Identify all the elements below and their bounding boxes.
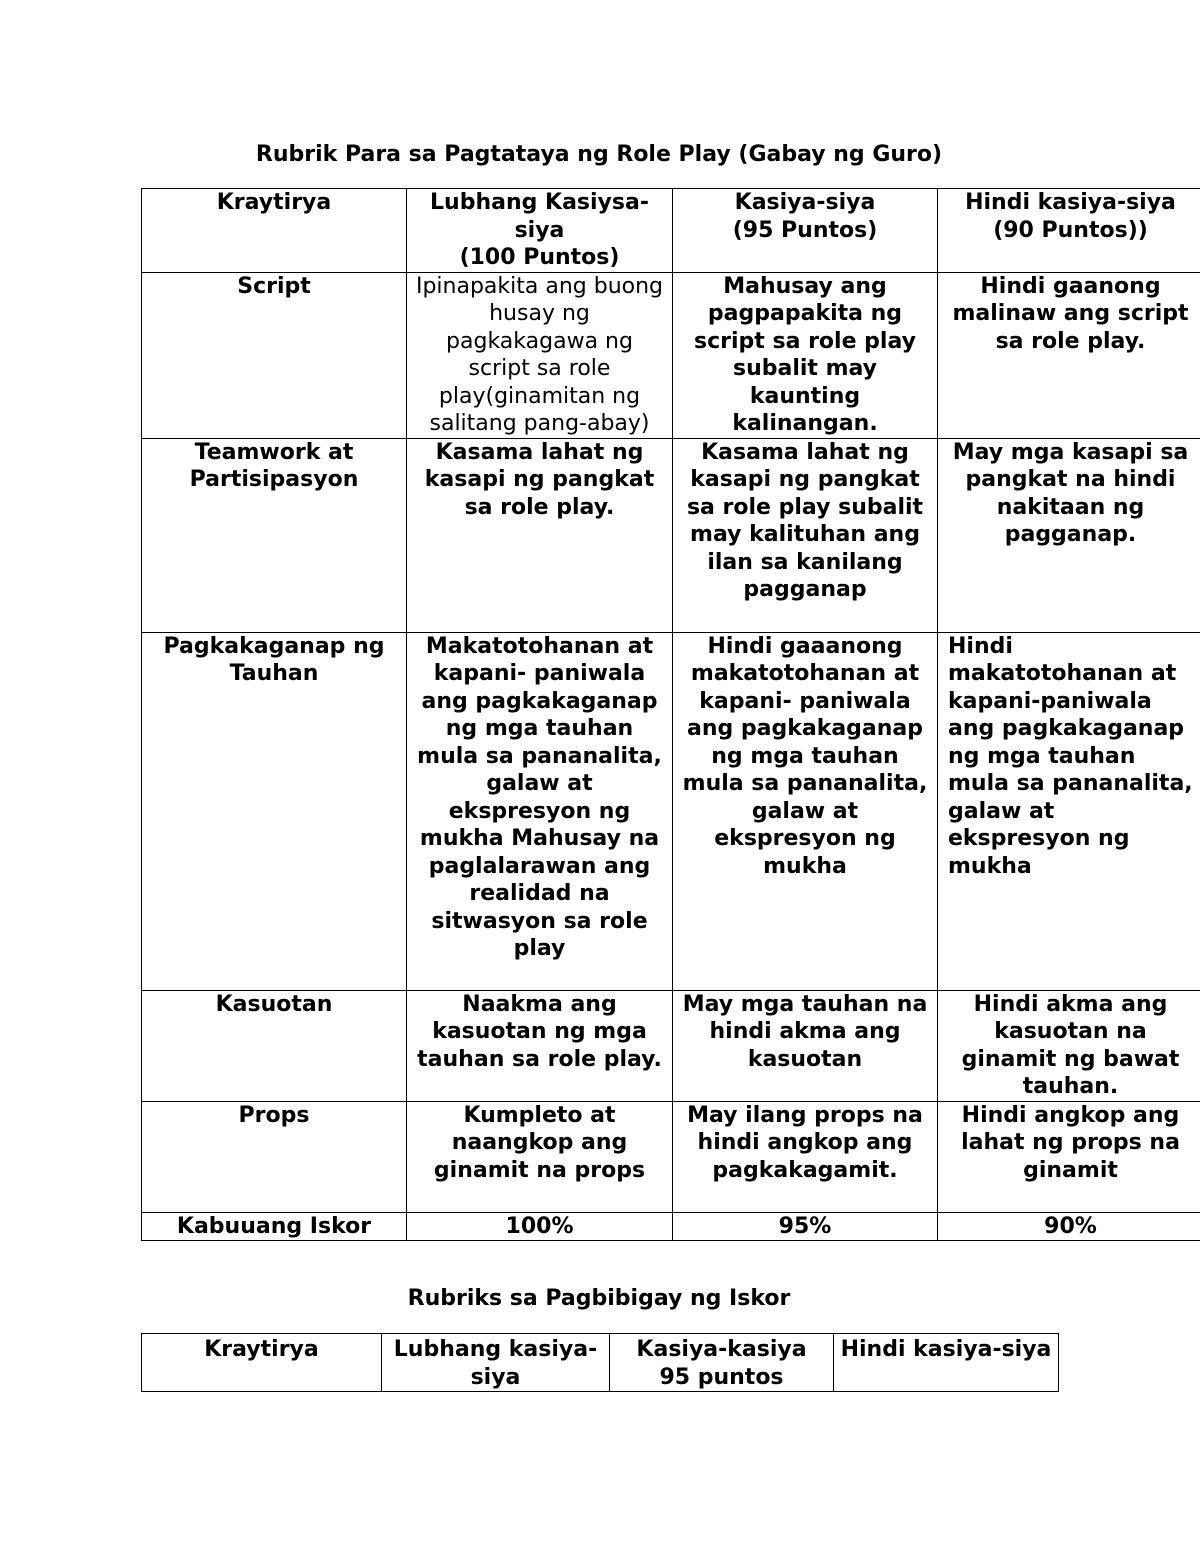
table-row-script xyxy=(142,272,1200,438)
scoring-rubric-table xyxy=(141,1333,1059,1392)
table-row-props xyxy=(142,1101,1200,1212)
descriptor-cell: May mga tauhan na hindi akma ang kasuotan xyxy=(673,990,938,1101)
header-label: Kasiya-siya xyxy=(734,190,876,215)
criterion-cell: Pagkakaganap ng Tauhan xyxy=(142,632,407,990)
descriptor-cell: Ipinapakita ang buong husay ng pagkakagawa ng script sa role play(ginamitan ng salitang pang-abay) xyxy=(407,272,673,438)
role-play-rubric-table xyxy=(141,188,1200,1241)
table-row-teamwork xyxy=(142,438,1200,632)
total-score-cell: 95% xyxy=(673,1212,938,1241)
table-header-row xyxy=(142,189,1200,273)
descriptor-cell: May mga kasapi sa pangkat na hindi nakitaan ng pagganap. xyxy=(938,438,1200,632)
total-score-cell: 100% xyxy=(407,1212,673,1241)
total-score-cell: 90% xyxy=(938,1212,1200,1241)
document-title: Rubrik Para sa Pagtataya ng Role Play (Gabay ng Guro) xyxy=(255,142,943,167)
header-points: (100 Puntos) xyxy=(459,245,620,270)
descriptor-cell: Naakma ang kasuotan ng mga tauhan sa role play. xyxy=(407,990,673,1101)
descriptor-cell: Makatotohanan at kapani- paniwala ang pagkakaganap ng mga tauhan mula sa pananalita, galaw at ekspresyon ng mukha Mahusay na paglalarawan ang realidad na sitwasyon sa role play xyxy=(407,632,673,990)
descriptor-cell: Hindi akma ang kasuotan na ginamit ng bawat tauhan. xyxy=(938,990,1200,1101)
descriptor-cell: Kumpleto at naangkop ang ginamit na props xyxy=(407,1101,673,1212)
header-hindi-kasiya-siya: Hindi kasiya-siya xyxy=(834,1334,1059,1392)
header-label: Kasiya-kasiya xyxy=(636,1337,807,1362)
table-row-kasuotan xyxy=(142,990,1200,1101)
criterion-cell: Kabuuang Iskor xyxy=(142,1212,407,1241)
descriptor-cell: Hindi makatotohanan at kapani-paniwala ang pagkakaganap ng mga tauhan mula sa pananalita, galaw at ekspresyon ng mukha xyxy=(938,632,1200,990)
descriptor-cell: Hindi gaanong malinaw ang script sa role play. xyxy=(938,272,1200,438)
header-label: Hindi kasiya-siya xyxy=(965,190,1176,215)
descriptor-cell: May ilang props na hindi angkop ang pagkakagamit. xyxy=(673,1101,938,1212)
descriptor-cell: Mahusay ang pagpapakita ng script sa role play subalit may kaunting kalinangan. xyxy=(673,272,938,438)
criterion-cell: Kasuotan xyxy=(142,990,407,1101)
header-points: 95 puntos xyxy=(659,1364,784,1390)
header-hindi-kasiya-siya xyxy=(938,189,1200,273)
header-kasiya-kasiya xyxy=(610,1334,834,1392)
header-points: (95 Puntos) xyxy=(732,217,878,243)
header-lubhang-kasiya-siya xyxy=(407,189,673,273)
section-title: Rubriks sa Pagbibigay ng Iskor xyxy=(407,1286,791,1311)
criterion-cell: Script xyxy=(142,272,407,438)
descriptor-cell: Kasama lahat ng kasapi ng pangkat sa role play subalit may kalituhan ang ilan sa kanilang pagganap xyxy=(673,438,938,632)
table-row-pagkakaganap xyxy=(142,632,1200,990)
criterion-cell: Teamwork at Partisipasyon xyxy=(142,438,407,632)
table-row-total xyxy=(142,1212,1200,1241)
header-label: Lubhang Kasiysa-siya xyxy=(430,190,649,243)
header-kraytirya: Kraytirya xyxy=(142,1334,382,1392)
descriptor-cell: Hindi gaaanong makatotohanan at kapani- paniwala ang pagkakaganap ng mga tauhan mula sa pananalita, galaw at ekspresyon ng mukha xyxy=(673,632,938,990)
descriptor-cell: Hindi angkop ang lahat ng props na ginamit xyxy=(938,1101,1200,1212)
header-points: (90 Puntos)) xyxy=(993,217,1148,243)
header-lubhang-kasiya-siya: Lubhang kasiya-siya xyxy=(382,1334,610,1392)
header-kraytirya: Kraytirya xyxy=(142,189,407,273)
header-kasiya-siya xyxy=(673,189,938,273)
table-header-row xyxy=(142,1334,1059,1392)
criterion-cell: Props xyxy=(142,1101,407,1212)
descriptor-cell: Kasama lahat ng kasapi ng pangkat sa role play. xyxy=(407,438,673,632)
